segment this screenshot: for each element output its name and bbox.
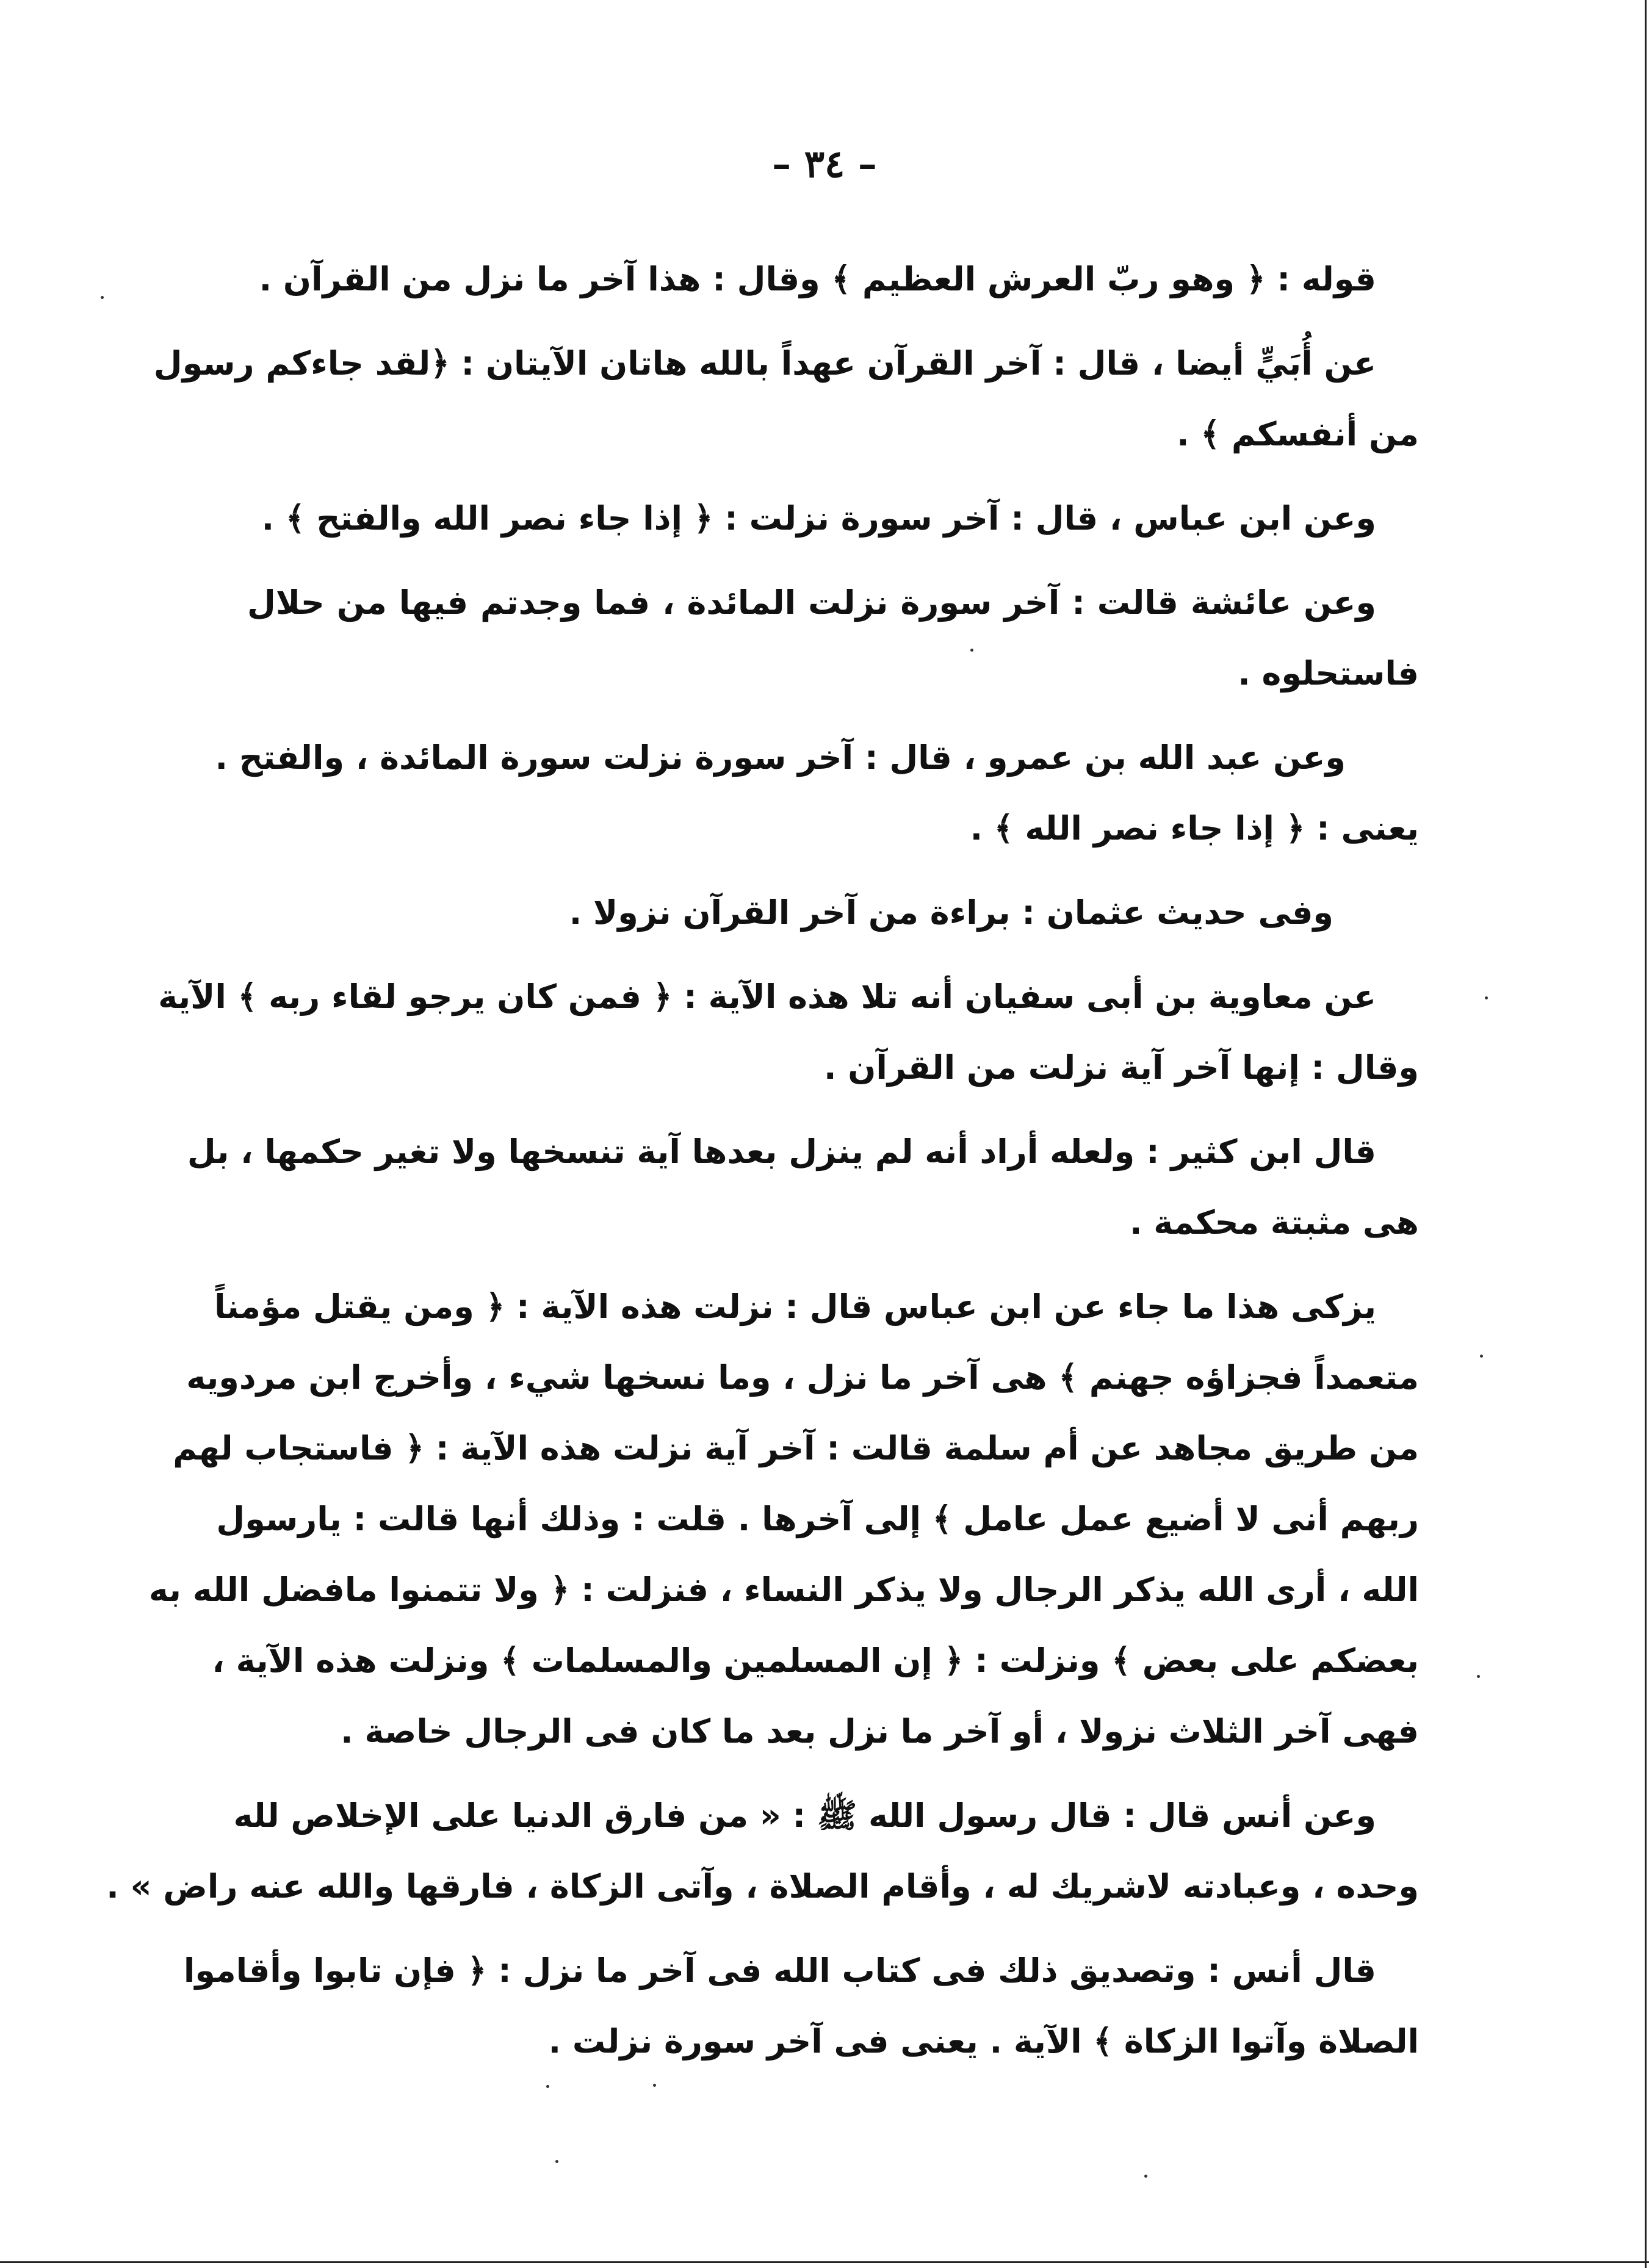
text-line: قال أنس : وتصديق ذلك فى كتاب الله فى آخر ما نزل : ﴿ فإن تابوا وأقاموا <box>183 1951 1376 1990</box>
text-line: ربهم أنى لا أضيع عمل عامل ﴾ إلى آخرها . قلت : وذلك أنها قالت : يارسول <box>216 1500 1419 1538</box>
text-line: وعن ابن عباس ، قال : آخر سورة نزلت : ﴿ إذا جاء نصر الله والفتح ﴾ . <box>261 499 1376 538</box>
scan-speck <box>546 2085 549 2088</box>
scan-border-bottom <box>0 2261 1649 2263</box>
text-line: عن معاوية بن أبى سفيان أنه تلا هذه الآية : ﴿ فمن كان يرجو لقاء ربه ﴾ الآية <box>158 977 1376 1016</box>
text-line: فهى آخر الثلاث نزولا ، أو آخر ما نزل بعد ما كان فى الرجال خاصة . <box>341 1712 1419 1751</box>
scan-speck <box>1485 996 1488 999</box>
paragraph <box>187 1117 1419 1258</box>
scan-speck <box>1144 2175 1147 2178</box>
text-line: يعنى : ﴿ إذا جاء نصر الله ﴾ . <box>970 809 1419 848</box>
scan-speck <box>101 296 104 299</box>
paragraph <box>153 328 1419 470</box>
text-line: بعضكم على بعض ﴾ ونزلت : ﴿ إن المسلمين والمسلمات ﴾ ونزلت هذه الآية ، <box>212 1641 1419 1680</box>
text-line: من طريق مجاهد عن أم سلمة قالت : آخر آية نزلت هذه الآية : ﴿ فاستجاب لهم <box>173 1429 1419 1467</box>
text-line: يزكى هذا ما جاء عن ابن عباس قال : نزلت هذه الآية : ﴿ ومن يقتل مؤمناً <box>214 1287 1376 1326</box>
paragraph <box>106 1780 1419 1922</box>
paragraph <box>247 244 1419 315</box>
text-line: فاستحلوه . <box>1238 654 1419 693</box>
text-line: متعمداً فجزاؤه جهنم ﴾ هى آخر ما نزل ، وما نسخها شيء ، وأخرج ابن مردويه <box>186 1358 1419 1397</box>
text-line: عن أُبَيٍّ أيضا ، قال : آخر القرآن عهداً بالله هاتان الآيتان : ﴿لقد جاءكم رسول <box>153 344 1376 383</box>
text-line: من أنفسكم ﴾ . <box>1177 415 1419 453</box>
scan-speck <box>653 2084 656 2087</box>
scan-speck <box>1477 1675 1480 1678</box>
text-line: وفى حديث عثمان : براءة من آخر القرآن نزولا . <box>569 893 1333 932</box>
scan-speck <box>555 2160 558 2163</box>
scan-speck <box>970 649 973 652</box>
text-line: وعن عائشة قالت : آخر سورة نزلت المائدة ، فما وجدتم فيها من حلال <box>247 583 1376 622</box>
paragraph <box>215 722 1419 864</box>
paragraph <box>183 1935 1419 2077</box>
page-number: – ٣٤ – <box>772 142 877 186</box>
paragraph <box>148 1272 1419 1767</box>
text-line: وعن أنس قال : قال رسول الله ﷺ : « من فارق الدنيا على الإخلاص لله <box>233 1796 1376 1835</box>
paragraph <box>247 877 1419 948</box>
text-line: هى مثبتة محكمة . <box>1129 1203 1419 1242</box>
scan-speck <box>1480 1355 1483 1358</box>
text-line: وعن عبد الله بن عمرو ، قال : آخر سورة نزلت سورة المائدة ، والفتح . <box>215 738 1346 777</box>
text-line: قوله : ﴿ وهو ربّ العرش العظيم ﴾ وقال : هذا آخر ما نزل من القرآن . <box>259 260 1376 298</box>
paragraph <box>158 962 1419 1103</box>
paragraph <box>247 483 1419 554</box>
paragraph <box>247 567 1419 709</box>
text-line: وقال : إنها آخر آية نزلت من القرآن . <box>823 1048 1419 1087</box>
text-line: الله ، أرى الله يذكر الرجال ولا يذكر النساء ، فنزلت : ﴿ ولا تتمنوا مافضل الله به <box>148 1571 1419 1609</box>
text-line: الصلاة وآتوا الزكاة ﴾ الآية . يعنى فى آخر سورة نزلت . <box>548 2022 1419 2061</box>
scan-border-right <box>1645 0 1647 2268</box>
text-line: وحده ، وعبادته لاشريك له ، وأقام الصلاة ، وآتى الزكاة ، فارقها والله عنه راض » . <box>106 1867 1419 1906</box>
text-line: قال ابن كثير : ولعله أراد أنه لم ينزل بعدها آية تنسخها ولا تغير حكمها ، بل <box>187 1132 1376 1171</box>
body-text <box>106 244 1419 2090</box>
